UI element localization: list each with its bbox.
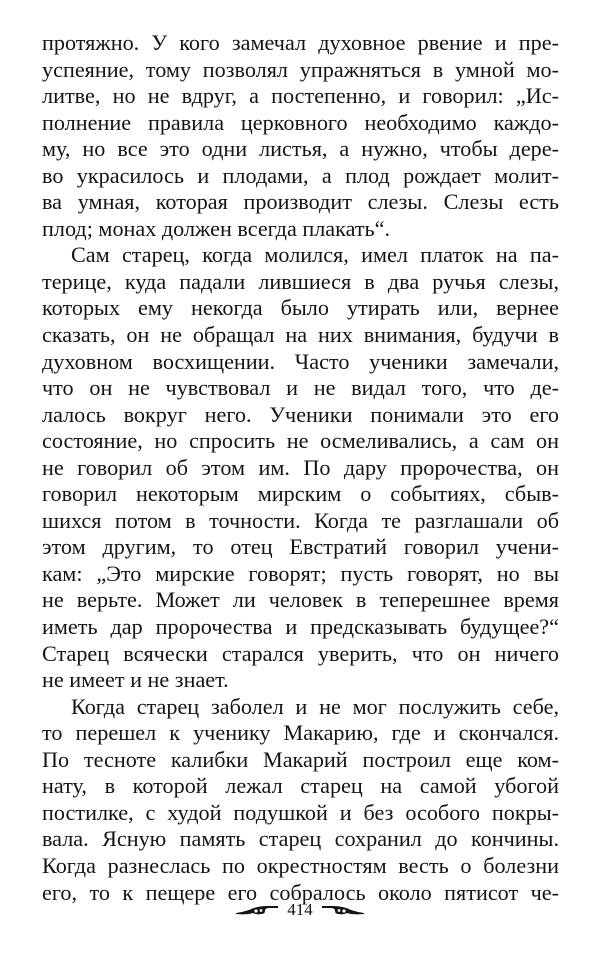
text-line: успеяние, тому позволял упражняться в умной мо- xyxy=(42,56,559,82)
text-line: Старец всячески старался уверить, что он ничего xyxy=(42,640,559,666)
text-line: ва умная, которая производит слезы. Слезы есть xyxy=(42,189,559,215)
text-line: говорил некоторым мирским о событиях, сбыв- xyxy=(42,481,559,507)
text-line: не верьте. Может ли человек в теперешнее время xyxy=(42,587,559,613)
text-line: постилке, с худой подушкой и без особого покры- xyxy=(42,799,559,825)
text-line: иметь дар пророчества и предсказывать будущее?“ xyxy=(42,614,559,640)
text-line: что он не чувствовал и не видал того, что де- xyxy=(42,375,559,401)
text-line: полнение правила церковного необходимо каждо- xyxy=(42,109,559,135)
text-line: сказать, он не обращал на них внимания, будучи в xyxy=(42,322,559,348)
text-line: Когда разнеслась по окрестностям весть о болезни xyxy=(42,852,559,878)
paragraph-2 xyxy=(42,242,559,693)
paragraph-3 xyxy=(42,694,559,906)
text-line: во украсилось и плодами, а плод рождает молит- xyxy=(42,162,559,188)
page-number: 414 xyxy=(287,900,313,919)
text-line: му, но все это одни листья, а нужно, чтобы дере- xyxy=(42,136,559,162)
text-line: духовном восхищении. Часто ученики замечали, xyxy=(42,348,559,374)
text-line: нату, в которой лежал старец на самой убогой xyxy=(42,773,559,799)
text-line: литве, но не вдруг, а постепенно, и говорил: „Ис- xyxy=(42,83,559,109)
text-line: лалось вокруг него. Ученики понимали это его xyxy=(42,401,559,427)
text-line: не имеет и не знает. xyxy=(42,667,229,693)
page-body xyxy=(42,30,559,906)
text-line: По тесноте калибки Макарий построил еще ком- xyxy=(42,746,559,772)
text-line: кам: „Это мирские говорят; пусть говорят, но вы xyxy=(42,560,559,586)
text-line: его, то к пещере его собралось около пятисот че- xyxy=(42,879,559,905)
page-footer xyxy=(0,900,600,920)
text-line: Когда старец заболел и не мог послужить себе, xyxy=(71,693,559,719)
text-line: то перешел к ученику Макарию, где и скончался. xyxy=(42,720,559,746)
text-line: шихся потом в точности. Когда те разглашали об xyxy=(42,507,559,533)
text-line: терице, куда падали лившиеся в два ручья слезы, xyxy=(42,268,559,294)
text-line: не говорил об этом им. По дару пророчества, он xyxy=(42,454,559,480)
text-line: протяжно. У кого замечал духовное рвение и пре- xyxy=(42,30,559,55)
text-line: которых ему некогда было утирать или, вернее xyxy=(42,295,559,321)
fleuron-left-icon xyxy=(235,903,279,917)
text-line: состояние, но спросить не осмеливались, а сам он xyxy=(42,428,559,454)
text-line: плод; монах должен всегда плакать“. xyxy=(42,215,391,241)
text-line: Сам старец, когда молился, имел платок на па- xyxy=(71,242,559,268)
fleuron-right-icon xyxy=(321,903,365,917)
text-line: этом другим, то отец Евстратий говорил учени- xyxy=(42,534,559,560)
paragraph-1 xyxy=(42,30,559,242)
text-line: вала. Ясную память старец сохранил до кончины. xyxy=(42,826,559,852)
